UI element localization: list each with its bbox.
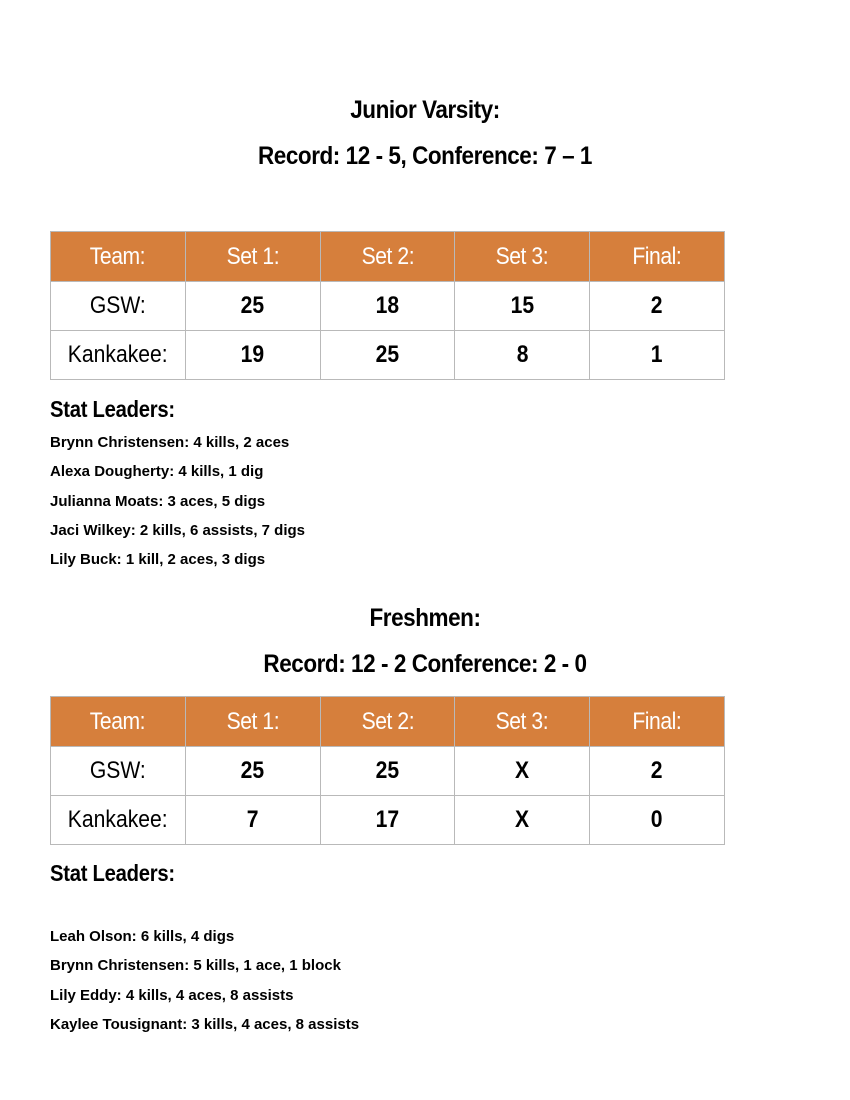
team-cell: GSW:: [51, 282, 186, 331]
score-cell: 19: [185, 331, 320, 380]
table-row: [51, 747, 725, 796]
fr-score-table: [50, 696, 725, 845]
header-set-1: Set 1:: [185, 697, 320, 747]
header-set-2: Set 2:: [320, 697, 455, 747]
list-item: Lily Buck: 1 kill, 2 aces, 3 digs: [50, 551, 266, 569]
score-cell: 17: [320, 796, 455, 845]
score-cell: 25: [320, 331, 455, 380]
table-row: [51, 331, 725, 380]
team-cell: GSW:: [51, 747, 186, 796]
list-item: Kaylee Tousignant: 3 kills, 4 aces, 8 assists: [50, 1015, 360, 1033]
final-cell: 2: [590, 282, 725, 331]
list-item: Leah Olson: 6 kills, 4 digs: [50, 928, 235, 945]
list-item: Lily Eddy: 4 kills, 4 aces, 8 assists: [50, 986, 294, 1004]
score-cell: 25: [185, 282, 320, 331]
team-cell: Kankakee:: [51, 796, 186, 845]
header-set-3: Set 3:: [455, 697, 590, 747]
score-cell: 7: [185, 796, 320, 845]
score-cell: 18: [320, 282, 455, 331]
fr-stat-leaders-title: Stat Leaders:: [50, 860, 175, 886]
score-cell: 15: [455, 282, 590, 331]
score-cell: 25: [320, 747, 455, 796]
jv-stat-leaders-list: [50, 434, 305, 580]
header-set-1: Set 1:: [185, 232, 320, 282]
score-cell: 8: [455, 331, 590, 380]
team-cell: Kankakee:: [51, 331, 186, 380]
jv-score-table: [50, 231, 725, 380]
score-cell: X: [455, 796, 590, 845]
header-team: Team:: [51, 697, 186, 747]
jv-title: Junior Varsity:: [350, 96, 500, 124]
header-team: Team:: [51, 232, 186, 282]
final-cell: 0: [590, 796, 725, 845]
list-item: Alexa Dougherty: 4 kills, 1 dig: [50, 463, 264, 481]
table-header-row: [51, 697, 725, 747]
score-cell: 25: [185, 747, 320, 796]
fr-record: Record: 12 - 2 Conference: 2 - 0: [263, 650, 587, 678]
header-set-2: Set 2:: [320, 232, 455, 282]
score-cell: X: [455, 747, 590, 796]
header-final: Final:: [590, 232, 725, 282]
header-final: Final:: [590, 697, 725, 747]
list-item: Jaci Wilkey: 2 kills, 6 assists, 7 digs: [50, 521, 306, 539]
table-row: [51, 796, 725, 845]
table-header-row: [51, 232, 725, 282]
header-set-3: Set 3:: [455, 232, 590, 282]
list-item: Julianna Moats: 3 aces, 5 digs: [50, 492, 266, 510]
jv-record: Record: 12 - 5, Conference: 7 – 1: [257, 142, 593, 170]
jv-stat-leaders-title: Stat Leaders:: [50, 396, 175, 422]
fr-stat-leaders-list: [50, 928, 359, 1045]
list-item: Brynn Christensen: 5 kills, 1 ace, 1 block: [50, 957, 341, 975]
table-row: [51, 282, 725, 331]
list-item: Brynn Christensen: 4 kills, 2 aces: [50, 434, 290, 451]
fr-title: Freshmen:: [369, 604, 481, 632]
final-cell: 1: [590, 331, 725, 380]
final-cell: 2: [590, 747, 725, 796]
